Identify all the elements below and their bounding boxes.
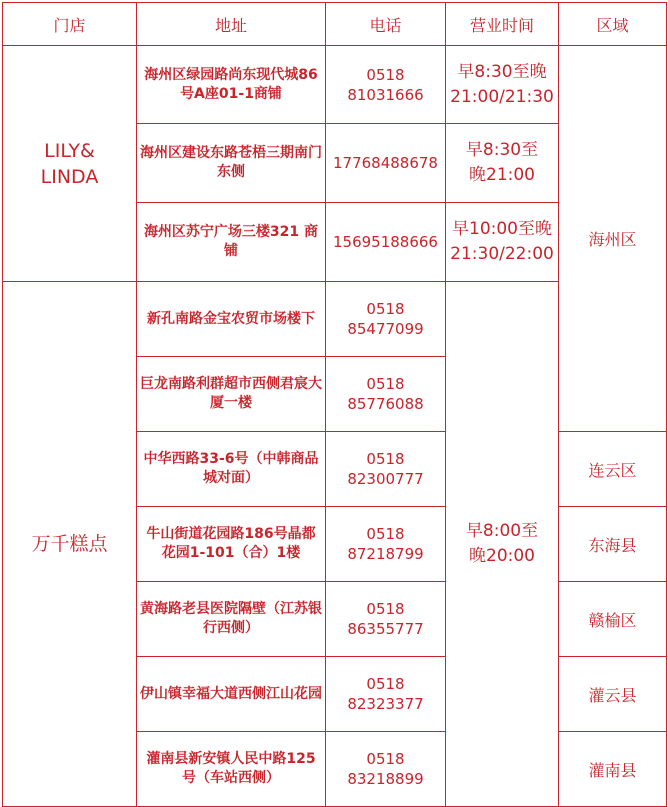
address-cell: 新孔南路金宝农贸市场楼下 — [137, 282, 326, 357]
phone-cell — [326, 203, 446, 282]
phone-number: 81031666 — [347, 85, 424, 104]
store-directory-table — [2, 2, 667, 807]
address-cell: 灌南县新安镇人民中路125号（车站西侧） — [137, 732, 326, 807]
phone-number: 85477099 — [347, 320, 424, 338]
address-cell: 海州区绿园路尚东现代城86号A座01-1商铺 — [137, 46, 326, 124]
address-cell: 中华西路33-6号（中韩商品城对面） — [137, 432, 326, 507]
hours-cell — [446, 124, 559, 203]
hours-line: 晚20:00 — [469, 546, 535, 566]
address-cell: 伊山镇幸福大道西侧江山花园 — [137, 657, 326, 732]
area-haizhou: 海州区 — [559, 46, 667, 432]
phone-number: 85776088 — [347, 395, 424, 413]
address-cell: 牛山街道花园路186号晶都花园1-101（合）1楼 — [137, 507, 326, 582]
phone-number: 17768488678 — [333, 154, 438, 172]
phone-cell — [326, 124, 446, 203]
phone-number: 82323377 — [347, 695, 424, 713]
phone-prefix: 0518 — [366, 675, 405, 693]
header-address: 地址 — [137, 3, 326, 46]
phone-prefix: 0518 — [366, 65, 405, 84]
phone-number: 83218899 — [347, 770, 424, 788]
phone-number: 15695188666 — [333, 233, 438, 251]
phone-number: 87218799 — [347, 545, 424, 563]
hours-line: 早8:00至 — [465, 521, 539, 541]
hours-line: 早8:30至晚 — [457, 61, 547, 82]
phone-prefix: 0518 — [366, 450, 405, 468]
phone-cell — [326, 357, 446, 432]
area-lianyun: 连云区 — [559, 432, 667, 507]
area-guannan: 灌南县 — [559, 732, 667, 807]
phone-number: 86355777 — [347, 620, 424, 638]
hours-cell-wanqian — [446, 282, 559, 807]
phone-cell — [326, 657, 446, 732]
address-cell: 巨龙南路利群超市西侧君宸大厦一楼 — [137, 357, 326, 432]
phone-prefix: 0518 — [366, 525, 405, 543]
hours-line: 早8:30至 — [465, 140, 539, 160]
phone-prefix: 0518 — [366, 600, 405, 618]
phone-cell — [326, 732, 446, 807]
hours-cell — [446, 203, 559, 282]
hours-line: 早10:00至晚 — [452, 219, 552, 239]
hours-line: 21:00/21:30 — [450, 86, 554, 107]
area-donghai: 东海县 — [559, 507, 667, 582]
phone-prefix: 0518 — [366, 375, 405, 393]
store-name-wanqian: 万千糕点 — [3, 282, 137, 807]
phone-cell — [326, 582, 446, 657]
table-row — [3, 46, 667, 124]
phone-cell — [326, 46, 446, 124]
hours-cell — [446, 46, 559, 124]
hours-line: 21:30/22:00 — [450, 244, 554, 264]
area-ganyu: 赣榆区 — [559, 582, 667, 657]
header-hours: 营业时间 — [446, 3, 559, 46]
phone-prefix: 0518 — [366, 300, 405, 318]
phone-number: 82300777 — [347, 470, 424, 488]
phone-prefix: 0518 — [366, 750, 405, 768]
address-cell: 海州区建设东路苍梧三期南门东侧 — [137, 124, 326, 203]
header-row — [3, 3, 667, 46]
phone-cell — [326, 507, 446, 582]
hours-line: 晚21:00 — [469, 165, 535, 185]
header-area: 区域 — [559, 3, 667, 46]
phone-cell — [326, 432, 446, 507]
header-store: 门店 — [3, 3, 137, 46]
address-cell: 海州区苏宁广场三楼321 商铺 — [137, 203, 326, 282]
area-guanyun: 灌云县 — [559, 657, 667, 732]
phone-cell — [326, 282, 446, 357]
store-name-lily-linda: LILY& LINDA — [3, 46, 137, 282]
header-phone: 电话 — [326, 3, 446, 46]
address-cell: 黄海路老县医院隔壁（江苏银行西侧） — [137, 582, 326, 657]
